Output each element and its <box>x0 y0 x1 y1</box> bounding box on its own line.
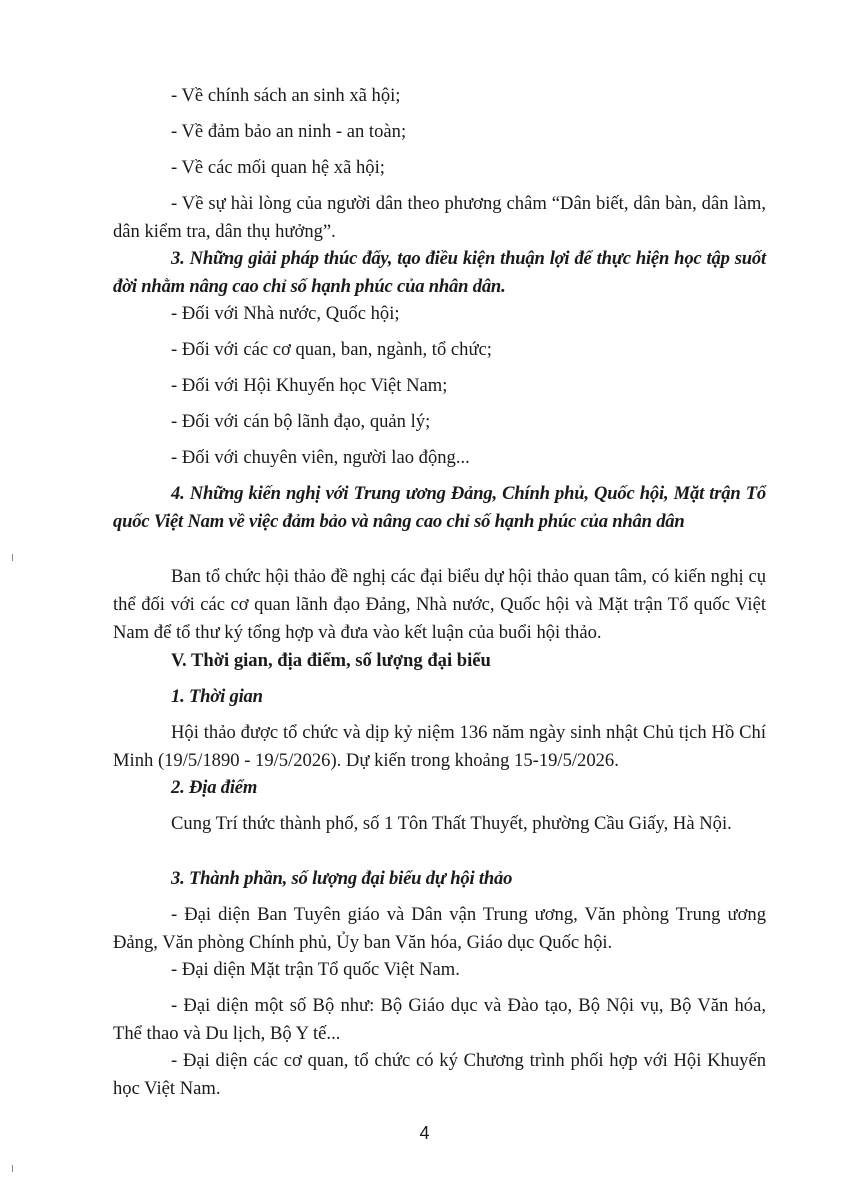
list-item: - Đối với Hội Khuyến học Việt Nam; <box>171 375 448 396</box>
page-number: 4 <box>419 1123 430 1143</box>
list-item: - Đối với cán bộ lãnh đạo, quản lý; <box>171 411 431 432</box>
subsection-heading: 2. Địa điểm <box>171 777 258 798</box>
list-item: - Đối với Nhà nước, Quốc hội; <box>171 303 400 324</box>
section-title: V. Thời gian, địa điểm, số lượng đại biểu <box>171 650 491 671</box>
list-item: - Về các mối quan hệ xã hội; <box>171 157 385 178</box>
paragraph: Cung Trí thức thành phố, số 1 Tôn Thất Thuyết, phường Cầu Giấy, Hà Nội. <box>171 813 732 834</box>
subsection-heading: 3. Thành phần, số lượng đại biểu dự hội thảo <box>171 868 513 889</box>
scan-mark <box>12 554 13 561</box>
list-item: - Đại diện một số Bộ như: Bộ Giáo dục và Đào tạo, Bộ Nội vụ, Bộ Văn hóa, Thể thao và Du lịch, Bộ Y tế... <box>113 995 766 1044</box>
section-heading-4: 4. Những kiến nghị với Trung ương Đảng, Chính phủ, Quốc hội, Mặt trận Tổ quốc Việt Nam về việc đảm bảo và nâng cao chỉ số hạnh phúc của nhân dân <box>113 483 766 532</box>
list-item: - Đối với các cơ quan, ban, ngành, tổ chức; <box>171 339 492 360</box>
list-item: - Về sự hài lòng của người dân theo phương châm “Dân biết, dân bàn, dân làm, dân kiểm tra, dân thụ hưởng”. <box>113 193 766 242</box>
list-item: - Đại diện các cơ quan, tổ chức có ký Chương trình phối hợp với Hội Khuyến học Việt Nam. <box>113 1050 766 1099</box>
list-item: - Đại diện Ban Tuyên giáo và Dân vận Trung ương, Văn phòng Trung ương Đảng, Văn phòng Chính phủ, Ủy ban Văn hóa, Giáo dục Quốc hội. <box>113 904 766 953</box>
list-item: - Đại diện Mặt trận Tổ quốc Việt Nam. <box>171 959 460 980</box>
subsection-heading: 1. Thời gian <box>171 686 263 707</box>
section-heading-3: 3. Những giải pháp thúc đẩy, tạo điều kiện thuận lợi để thực hiện học tập suốt đời nhằm nâng cao chỉ số hạnh phúc của nhân dân. <box>113 248 766 297</box>
scan-mark <box>12 1165 13 1172</box>
paragraph: Hội thảo được tổ chức và dịp kỷ niệm 136 năm ngày sinh nhật Chủ tịch Hồ Chí Minh (19/5/1890 - 19/5/2026). Dự kiến trong khoảng 15-19/5/2026. <box>113 722 766 771</box>
list-item: - Đối với chuyên viên, người lao động... <box>171 447 470 468</box>
list-item: - Về chính sách an sinh xã hội; <box>171 85 401 106</box>
paragraph: Ban tổ chức hội thảo đề nghị các đại biểu dự hội thảo quan tâm, có kiến nghị cụ thể đối với các cơ quan lãnh đạo Đảng, Nhà nước, Quốc hội và Mặt trận Tổ quốc Việt Nam để tổ thư ký tổng hợp và đưa vào kết luận của buổi hội thảo. <box>113 566 766 643</box>
list-item: - Về đảm bảo an ninh - an toàn; <box>171 121 407 142</box>
